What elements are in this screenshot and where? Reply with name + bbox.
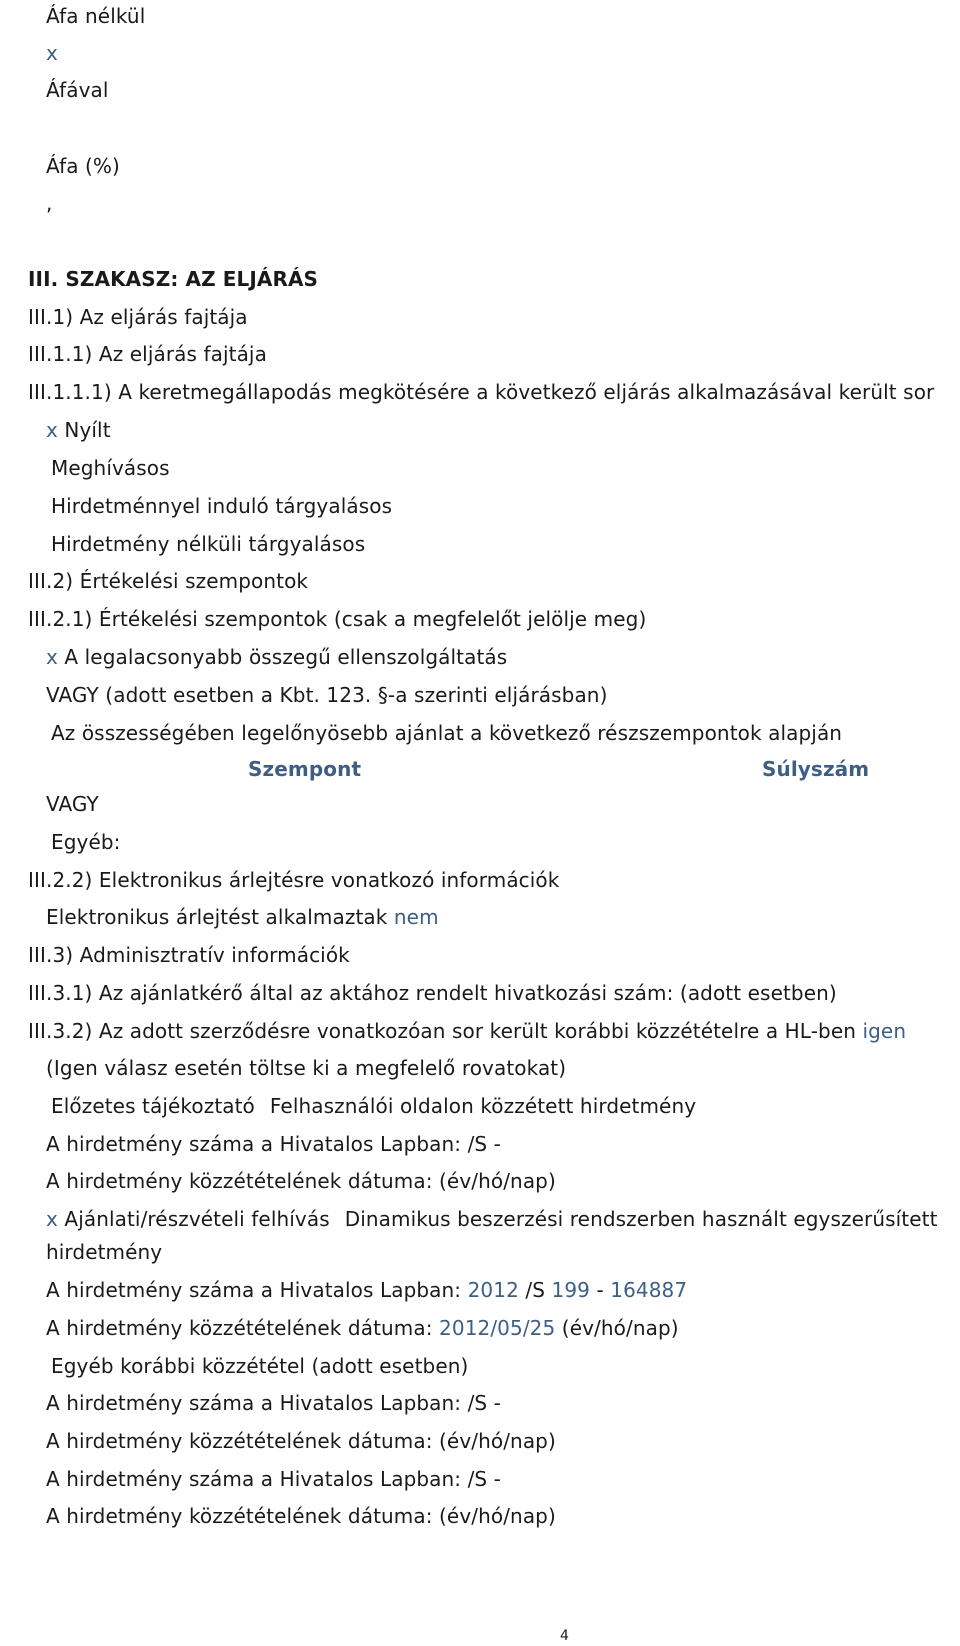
best-value-label: Az összességében legelőnyösebb ajánlat a következő részszempontok alapján bbox=[51, 721, 843, 745]
prior-info-label: Előzetes tájékoztató bbox=[51, 1094, 255, 1118]
oj-separator: /S bbox=[525, 1278, 546, 1302]
invitation-mark: x bbox=[46, 1207, 58, 1231]
procedure-label: Meghívásos bbox=[51, 456, 170, 480]
procedure-option bbox=[51, 532, 365, 556]
dps-label-continued: hirdetmény bbox=[46, 1240, 163, 1264]
heading-iii-2-2: III.2.2) Elektronikus árlejtésre vonatkozó információk bbox=[28, 868, 560, 892]
procedure-option bbox=[46, 418, 111, 442]
notice-number: A hirdetmény száma a Hivatalos Lapban: /S - bbox=[46, 1132, 502, 1156]
dps-label: Dinamikus beszerzési rendszerben használt egyszerűsített bbox=[344, 1207, 938, 1231]
oj-number: 164887 bbox=[610, 1278, 688, 1302]
notice-number: A hirdetmény száma a Hivatalos Lapban: /S - bbox=[46, 1391, 502, 1415]
or-label: VAGY bbox=[46, 792, 99, 816]
pub-date-format: (év/hó/nap) bbox=[561, 1316, 679, 1340]
fill-note: (Igen válasz esetén töltse ki a megfelelő rovatokat) bbox=[46, 1056, 567, 1080]
oj-separator: - bbox=[596, 1278, 604, 1302]
heading-iii-3-2 bbox=[28, 1019, 906, 1043]
prior-publication-value: igen bbox=[862, 1019, 907, 1043]
criterion-column-header: Szempont bbox=[248, 757, 362, 781]
notice-date: A hirdetmény közzétételének dátuma: (év/hó/nap) bbox=[46, 1169, 556, 1193]
eauction-value: nem bbox=[393, 905, 439, 929]
procedure-option bbox=[51, 494, 392, 518]
criterion-label: A legalacsonyabb összegű ellenszolgáltatás bbox=[64, 645, 508, 669]
prior-publication-label: III.3.2) Az adott szerződésre vonatkozóan sor került korábbi közzétételre a HL-ben bbox=[28, 1019, 856, 1043]
oj-number-row bbox=[46, 1278, 687, 1302]
notice-date: A hirdetmény közzétételének dátuma: (év/hó/nap) bbox=[46, 1504, 556, 1528]
procedure-label: Hirdetmény nélküli tárgyalásos bbox=[51, 532, 366, 556]
weight-column-header: Súlyszám bbox=[762, 757, 870, 781]
vat-rate-label: Áfa (%) bbox=[46, 154, 120, 178]
other-label: Egyéb: bbox=[51, 830, 121, 854]
pub-date-label: A hirdetmény közzétételének dátuma: bbox=[46, 1316, 433, 1340]
pub-date-value: 2012/05/25 bbox=[439, 1316, 556, 1340]
vat-without-label: Áfa nélkül bbox=[46, 4, 146, 28]
vat-with-label: Áfával bbox=[46, 78, 109, 102]
procedure-label: Hirdetménnyel induló tárgyalásos bbox=[51, 494, 393, 518]
oj-year: 2012 bbox=[467, 1278, 519, 1302]
oj-issue: 199 bbox=[551, 1278, 590, 1302]
page-number: 4 bbox=[560, 1628, 570, 1644]
heading-iii-2: III.2) Értékelési szempontok bbox=[28, 569, 309, 593]
other-prior-label: Egyéb korábbi közzététel (adott esetben) bbox=[51, 1354, 469, 1378]
oj-number-label: A hirdetmény száma a Hivatalos Lapban: bbox=[46, 1278, 462, 1302]
eauction-row bbox=[46, 905, 439, 929]
notice-type-row bbox=[51, 1094, 696, 1118]
heading-iii-1-1-1: III.1.1.1) A keretmegállapodás megkötésére a következő eljárás alkalmazásával került sor bbox=[28, 380, 935, 404]
notice-type-row bbox=[46, 1207, 938, 1231]
procedure-option bbox=[51, 456, 170, 480]
criterion-lowest-price bbox=[46, 645, 507, 669]
or-kbt-note: VAGY (adott esetben a Kbt. 123. §-a szerinti eljárásban) bbox=[46, 683, 608, 707]
eauction-label: Elektronikus árlejtést alkalmaztak bbox=[46, 905, 388, 929]
profile-notice-label: Felhasználói oldalon közzétett hirdetmény bbox=[269, 1094, 697, 1118]
invitation-label: Ajánlati/részvételi felhívás bbox=[64, 1207, 330, 1231]
vat-mark: x bbox=[46, 41, 58, 65]
heading-iii-2-1: III.2.1) Értékelési szempontok (csak a megfelelőt jelölje meg) bbox=[28, 607, 647, 631]
notice-number: A hirdetmény száma a Hivatalos Lapban: /S - bbox=[46, 1467, 502, 1491]
notice-date: A hirdetmény közzétételének dátuma: (év/hó/nap) bbox=[46, 1429, 556, 1453]
heading-iii-3-1: III.3.1) Az ajánlatkérő által az aktához rendelt hivatkozási szám: (adott esetben) bbox=[28, 981, 837, 1005]
heading-iii-1: III.1) Az eljárás fajtája bbox=[28, 305, 248, 329]
pub-date-row bbox=[46, 1316, 679, 1340]
criterion-mark: x bbox=[46, 645, 58, 669]
vat-rate-value: , bbox=[46, 191, 53, 215]
heading-iii-3: III.3) Adminisztratív információk bbox=[28, 943, 350, 967]
heading-iii-1-1: III.1.1) Az eljárás fajtája bbox=[28, 342, 267, 366]
procedure-mark: x bbox=[46, 418, 58, 442]
section-title: III. SZAKASZ: AZ ELJÁRÁS bbox=[28, 267, 319, 291]
procedure-label: Nyílt bbox=[64, 418, 111, 442]
